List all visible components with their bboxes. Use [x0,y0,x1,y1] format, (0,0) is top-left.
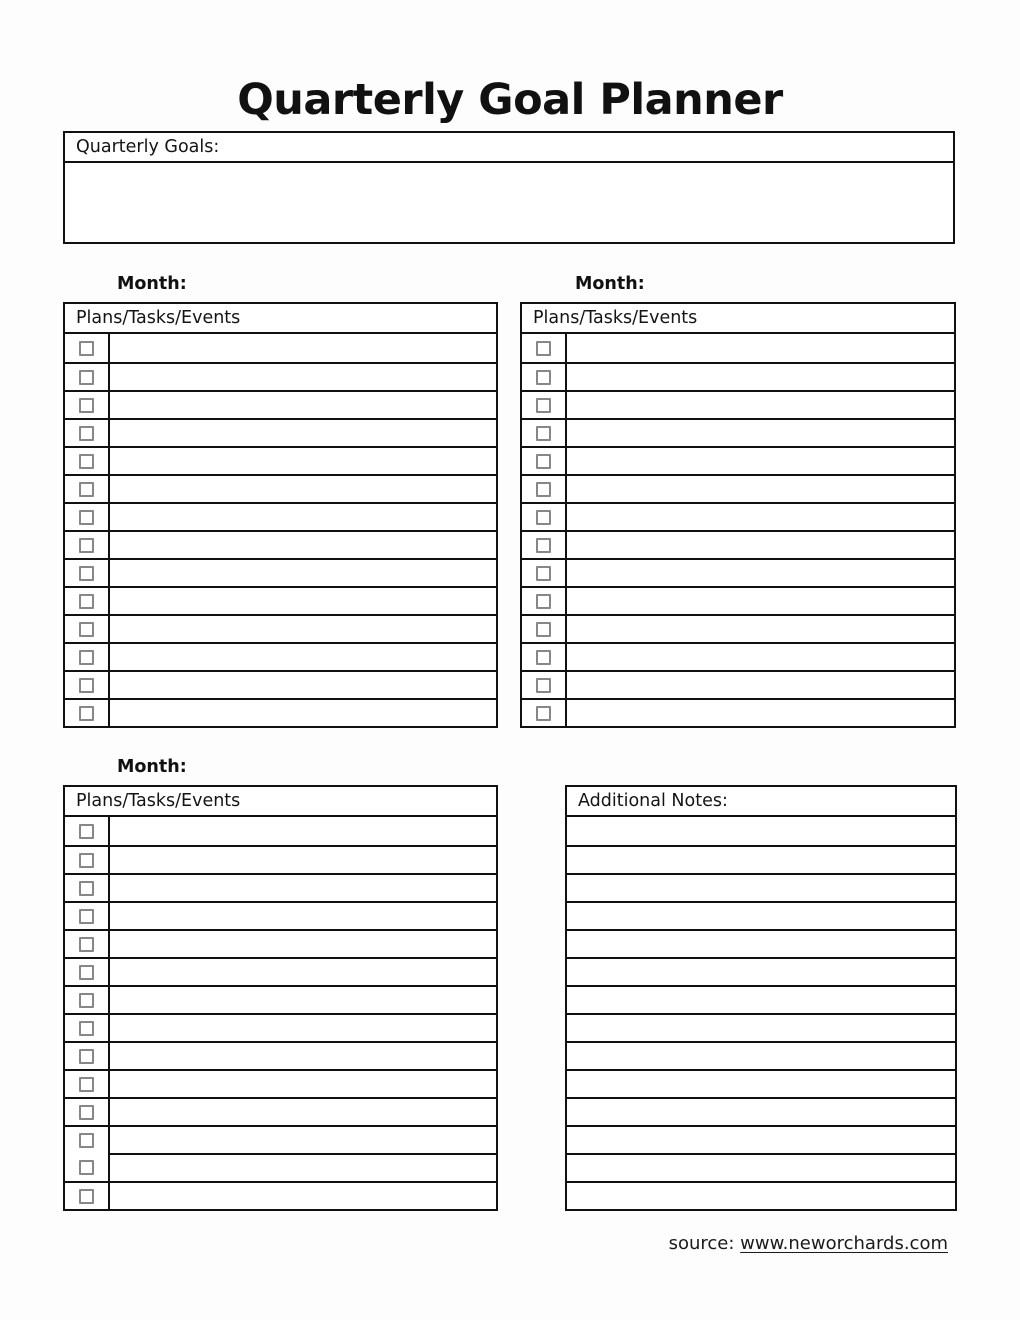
checkbox-icon[interactable] [79,398,94,413]
checkbox-cell [65,957,110,985]
additional-notes-body [567,817,955,1209]
checkbox-icon[interactable] [79,706,94,721]
checkbox-icon[interactable] [79,1189,94,1204]
checkbox-icon[interactable] [536,454,551,469]
task-input-line[interactable] [567,698,954,726]
task-input-line[interactable] [110,642,496,670]
task-input-line[interactable] [567,614,954,642]
task-input-line[interactable] [567,502,954,530]
task-input-line[interactable] [110,446,496,474]
month-label-3: Month: [117,757,187,777]
task-input-line[interactable] [567,334,954,362]
checkbox-icon[interactable] [536,594,551,609]
checkbox-icon[interactable] [79,965,94,980]
task-input-line[interactable] [567,558,954,586]
checkbox-cell [65,502,110,530]
plans-tasks-events-header: Plans/Tasks/Events [522,304,954,334]
checkbox-icon[interactable] [536,706,551,721]
task-input-line[interactable] [110,873,496,901]
checkbox-icon[interactable] [79,1133,94,1148]
note-input-line[interactable] [567,957,955,985]
checkbox-icon[interactable] [79,454,94,469]
note-input-line[interactable] [567,817,955,845]
checkbox-icon[interactable] [79,1160,94,1175]
plans-tasks-events-header: Plans/Tasks/Events [65,787,496,817]
checkbox-cell [65,901,110,929]
checkbox-icon[interactable] [536,370,551,385]
task-input-line[interactable] [110,670,496,698]
checkbox-cell [65,642,110,670]
source-attribution [669,1233,948,1254]
checkbox-cell [65,334,110,362]
task-input-line[interactable] [110,1041,496,1069]
checkbox-cell [65,362,110,390]
task-input-line[interactable] [110,901,496,929]
checkbox-cell [522,642,567,670]
checkbox-cell [65,873,110,901]
checkbox-cell [65,929,110,957]
checkbox-icon[interactable] [536,650,551,665]
checkbox-icon[interactable] [79,650,94,665]
task-input-line[interactable] [110,957,496,985]
checkbox-icon[interactable] [79,341,94,356]
checkbox-icon[interactable] [79,853,94,868]
checkbox-cell [522,670,567,698]
month-label-2: Month: [575,274,645,294]
checkbox-icon[interactable] [79,1077,94,1092]
note-input-line[interactable] [567,985,955,1013]
checkbox-icon[interactable] [536,538,551,553]
checkbox-icon[interactable] [79,426,94,441]
note-input-line[interactable] [567,1013,955,1041]
checkbox-cell [65,474,110,502]
task-input-line[interactable] [110,698,496,726]
checkbox-cell [522,530,567,558]
checkbox-icon[interactable] [79,594,94,609]
checkbox-cell [65,670,110,698]
task-input-line[interactable] [110,1013,496,1041]
note-input-line[interactable] [567,901,955,929]
checkbox-cell [65,418,110,446]
checkbox-cell [65,1041,110,1069]
task-input-line[interactable] [567,362,954,390]
task-input-line[interactable] [567,642,954,670]
task-input-line[interactable] [110,530,496,558]
checkbox-icon[interactable] [536,622,551,637]
task-input-line[interactable] [110,929,496,957]
task-input-line[interactable] [567,390,954,418]
task-input-line[interactable] [110,586,496,614]
task-input-line[interactable] [110,1181,496,1209]
task-input-line[interactable] [110,985,496,1013]
task-input-line[interactable] [110,1125,496,1153]
checkbox-cell [522,558,567,586]
task-input-line[interactable] [110,418,496,446]
task-input-line[interactable] [110,1097,496,1125]
checkbox-icon[interactable] [79,622,94,637]
checkbox-cell [522,446,567,474]
checkbox-cell [65,530,110,558]
checkbox-icon[interactable] [79,881,94,896]
checkbox-cell [65,558,110,586]
checkbox-cell [65,586,110,614]
source-prefix: source: [668,1233,735,1254]
quarterly-goals-input-area[interactable] [65,163,953,242]
checkbox-cell [65,845,110,873]
task-input-line[interactable] [567,670,954,698]
checkbox-cell [522,390,567,418]
note-input-line[interactable] [567,1069,955,1097]
checkbox-icon[interactable] [79,510,94,525]
note-input-line[interactable] [567,929,955,957]
checkbox-icon[interactable] [536,426,551,441]
checkbox-icon[interactable] [536,678,551,693]
checkbox-icon[interactable] [79,993,94,1008]
checkbox-cell [522,586,567,614]
month-label-1: Month: [117,274,187,294]
checkbox-cell [65,1069,110,1097]
note-input-line[interactable] [567,1153,955,1181]
checkbox-icon[interactable] [536,566,551,581]
task-input-line[interactable] [110,845,496,873]
note-input-line[interactable] [567,845,955,873]
note-input-line[interactable] [567,1181,955,1209]
checkbox-cell [65,390,110,418]
checkbox-icon[interactable] [536,398,551,413]
source-link[interactable]: www.neworchards.com [740,1233,948,1254]
month-table-body [65,334,496,726]
checkbox-cell [522,334,567,362]
checkbox-cell [65,1013,110,1041]
checkbox-cell [522,502,567,530]
task-input-line[interactable] [110,502,496,530]
checkbox-icon[interactable] [536,341,551,356]
month-table-3 [63,785,498,1211]
month-table-body [522,334,954,726]
note-input-line[interactable] [567,873,955,901]
checkbox-icon[interactable] [79,909,94,924]
additional-notes-box [565,785,957,1211]
note-input-line[interactable] [567,1125,955,1153]
task-input-line[interactable] [110,817,496,845]
checkbox-icon[interactable] [79,678,94,693]
additional-notes-header: Additional Notes: [567,787,955,817]
checkbox-icon[interactable] [536,510,551,525]
task-input-line[interactable] [110,614,496,642]
task-input-line[interactable] [110,362,496,390]
checkbox-icon[interactable] [79,824,94,839]
checkbox-cell [65,1181,110,1209]
checkbox-cell [522,614,567,642]
checkbox-icon[interactable] [79,937,94,952]
checkbox-cell [65,614,110,642]
checkbox-cell [65,446,110,474]
checkbox-icon[interactable] [79,370,94,385]
task-input-line[interactable] [567,586,954,614]
task-input-line[interactable] [110,1153,496,1181]
checkbox-cell [522,474,567,502]
checkbox-cell [65,1097,110,1125]
task-input-line[interactable] [567,474,954,502]
plans-tasks-events-header: Plans/Tasks/Events [65,304,496,334]
month-table-1 [63,302,498,728]
checkbox-cell [522,418,567,446]
checkbox-icon[interactable] [79,538,94,553]
month-table-body [65,817,496,1209]
task-input-line[interactable] [567,530,954,558]
checkbox-icon[interactable] [79,1021,94,1036]
checkbox-cell [65,698,110,726]
task-input-line[interactable] [110,1069,496,1097]
checkbox-icon[interactable] [79,1105,94,1120]
checkbox-cell [65,817,110,845]
month-table-2 [520,302,956,728]
task-input-line[interactable] [110,390,496,418]
checkbox-icon[interactable] [79,1049,94,1064]
quarterly-goals-header: Quarterly Goals: [65,133,953,163]
note-input-line[interactable] [567,1041,955,1069]
note-input-line[interactable] [567,1097,955,1125]
checkbox-cell [65,985,110,1013]
task-input-line[interactable] [110,474,496,502]
checkbox-icon[interactable] [79,482,94,497]
checkbox-icon[interactable] [536,482,551,497]
task-input-line[interactable] [110,558,496,586]
task-input-line[interactable] [567,446,954,474]
task-input-line[interactable] [567,418,954,446]
quarterly-goals-box [63,131,955,244]
checkbox-cell [522,362,567,390]
page-title: Quarterly Goal Planner [237,74,783,125]
task-input-line[interactable] [110,334,496,362]
checkbox-cell [522,698,567,726]
checkbox-icon[interactable] [79,566,94,581]
checkbox-cell [65,1125,110,1181]
